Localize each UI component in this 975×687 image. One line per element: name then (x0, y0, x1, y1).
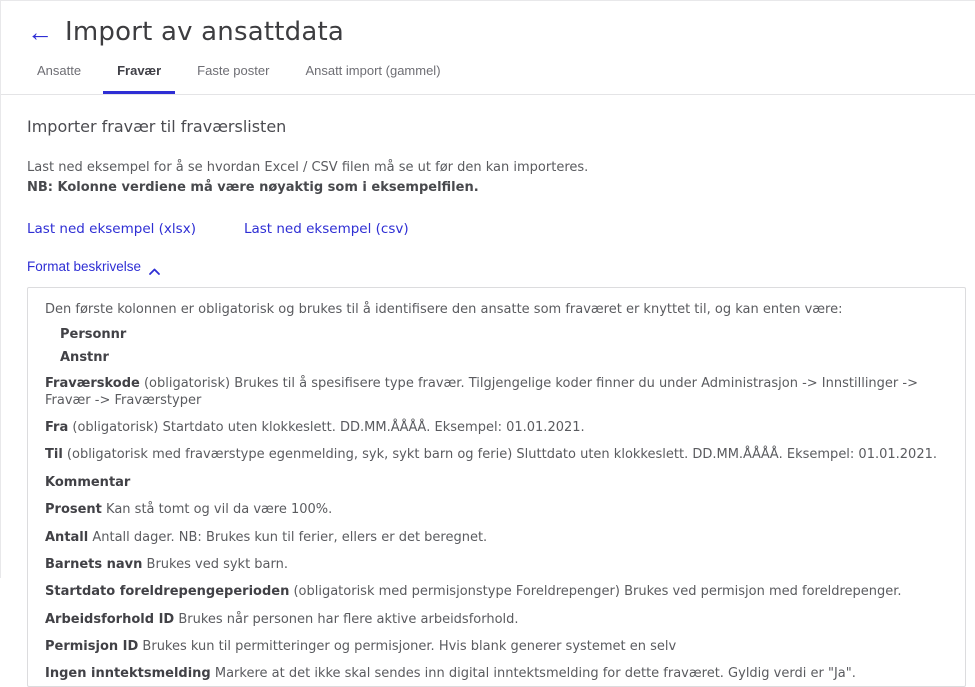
back-arrow-icon[interactable]: ← (27, 17, 53, 47)
format-field-row (45, 530, 947, 547)
format-description-body (45, 327, 947, 683)
format-field-row (45, 666, 947, 683)
format-field-row (45, 612, 947, 629)
nb-warning-text: NB: Kolonne verdiene må være nøyaktig som i eksempelfilen. (27, 180, 479, 196)
tab-fravaer[interactable]: Fravær (103, 57, 175, 94)
download-xlsx-link[interactable]: Last ned eksempel (xlsx) (27, 221, 196, 238)
tab-ansatte[interactable]: Ansatte (23, 57, 95, 94)
format-field-description: Antall dager. NB: Brukes kun til ferier, ellers er det beregnet. (88, 529, 488, 545)
format-field-row (45, 376, 947, 410)
format-field-description: Brukes når personen har flere aktive arbeidsforhold. (174, 611, 519, 627)
format-field-row (45, 639, 947, 656)
tab-bar (1, 57, 975, 95)
format-field-description: Brukes kun til permitteringer og permisjoner. Hvis blank generer systemet en selv (138, 639, 677, 655)
format-field-term: Permisjon ID (45, 639, 139, 655)
page-header (1, 1, 975, 47)
format-toggle-label: Format beskrivelse (27, 259, 142, 275)
identifier-option: Anstnr (60, 350, 109, 366)
tab-faste-poster[interactable]: Faste poster (183, 57, 283, 94)
format-field-row (45, 420, 947, 437)
format-field-term: Antall (45, 529, 89, 545)
format-field-term: Prosent (45, 502, 102, 518)
tab-ansatt-import-gammel[interactable]: Ansatt import (gammel) (291, 57, 454, 94)
download-links-row (27, 221, 966, 237)
format-field-description: (obligatorisk) Brukes til å spesifisere type fravær. Tilgjengelige koder finner du under Administrasjon -> Innstillinger -> Fravær -> Fraværstyper (45, 375, 918, 408)
format-description-box (27, 287, 966, 687)
format-field-term: Fraværskode (45, 375, 140, 391)
format-field-term: Fra (45, 419, 69, 435)
page-title: Import av ansattdata (65, 17, 344, 47)
format-field-description: Kan stå tomt og vil da være 100%. (101, 502, 333, 518)
format-field-row (45, 447, 947, 464)
format-field-term: Barnets navn (45, 556, 143, 572)
format-field-term: Ingen inntektsmelding (45, 666, 211, 682)
identifier-option: Personnr (60, 327, 127, 343)
chevron-up-icon (149, 263, 160, 270)
format-field-row (45, 584, 947, 601)
format-field-description: (obligatorisk med permisjonstype Foreldrepenger) Brukes ved permisjon med foreldrepenger. (289, 584, 902, 600)
format-field-term: Startdato foreldrepengeperioden (45, 584, 290, 600)
format-field-row (45, 475, 947, 492)
format-field-row (45, 557, 947, 574)
download-instruction-text: Last ned eksempel for å se hvordan Excel / CSV filen må se ut før den kan importeres. (27, 160, 589, 175)
format-field-description: (obligatorisk) Startdato uten klokkeslett. DD.MM.ÅÅÅÅ. Eksempel: 01.01.2021. (68, 419, 585, 435)
format-field-term: Til (45, 447, 63, 463)
format-field-description: (obligatorisk med fraværstype egenmelding, syk, sykt barn og ferie) Sluttdato uten klokkeslett. DD.MM.ÅÅÅÅ. Eksempel: 01.01.2021. (62, 447, 937, 463)
format-description-toggle[interactable] (27, 259, 160, 274)
section-heading: Importer fravær til fraværslisten (27, 117, 287, 136)
format-description-intro: Den første kolonnen er obligatorisk og brukes til å identifisere den ansatte som fraværet er knyttet til, og kan enten være: (45, 302, 843, 318)
main-content (1, 95, 975, 687)
format-field-description: Brukes ved sykt barn. (142, 556, 289, 572)
format-field-term: Arbeidsforhold ID (45, 611, 175, 627)
format-field-row (45, 502, 947, 519)
format-field-description: Markere at det ikke skal sendes inn digital inntektsmelding for dette fraværet. Gyldig verdi er "Ja". (210, 666, 856, 682)
format-field-term: Kommentar (45, 474, 131, 490)
download-csv-link[interactable]: Last ned eksempel (csv) (243, 221, 409, 238)
